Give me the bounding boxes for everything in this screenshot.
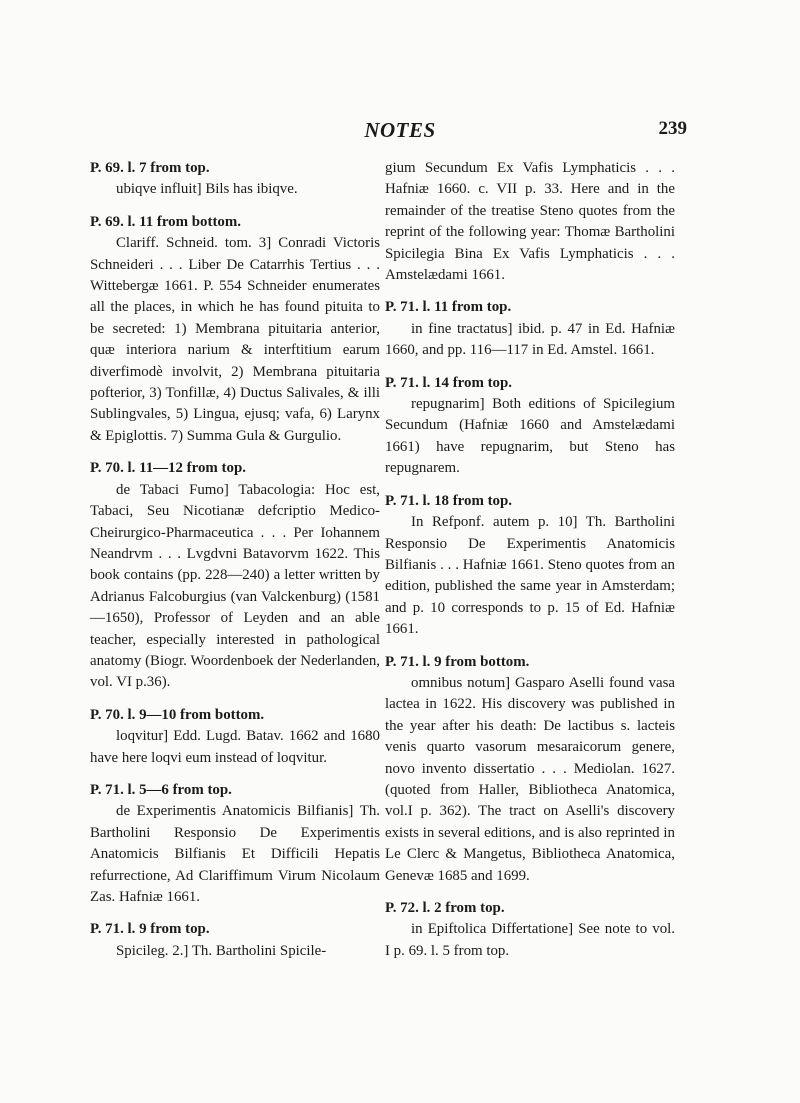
note-reference: P. 71. l. 9 from bottom.	[385, 653, 530, 670]
note	[90, 158, 380, 201]
note-text: de Tabaci Fumo] Tabacologia: Hoc est, Tabaci, Seu Nicotianæ defcriptio Medico-Cheirurgico-Pharmaceutica . . . Per Iohannem Neandrvm . . . Lvgdvni Batavorvm 1622. This book contains (pp. 228—240) a letter written by Adrianus Falcoburgius (van Valckenburg) (1581—1650), Professor of Leyden and an able teacher, especially interested in pathological anatomy (Biogr. Woordenboek der Nederlanden, vol. VI p.36).	[90, 481, 380, 691]
note-continuation-text: gium Secundum Ex Vafis Lymphaticis . . . Hafniæ 1660. c. VII p. 33. Here and in the remainder of the treatise Steno quotes from the reprint of the following year: Thomæ Bartholini Spicilegia Bina Ex Vafis Lymphaticis . . . Amstelædami 1661.	[385, 160, 675, 284]
note-text: Spicileg. 2.] Th. Bartholini Spicile-	[116, 942, 327, 959]
note	[90, 919, 380, 962]
note-reference: P. 72. l. 2 from top.	[385, 900, 505, 916]
note-text: loqvitur] Edd. Lugd. Batav. 1662 and 1680 have here loqvi eum instead of loqvitur.	[90, 728, 380, 766]
right-column	[385, 158, 675, 973]
note	[90, 705, 380, 769]
note-text: Clariff. Schneid. tom. 3] Conradi Victoris Schneideri . . . Liber De Catarrhis Tertius . . . Wittebergæ 1661. P. 554 Schneider enumerates all the places, in which he has found pituita to be secreted: 1) Membrana pituitaria anterior, quæ interiora narium & interftitium earum diverfimodè involvit, 2) Membrana pituitaria pofterior, 3) Tonfillæ, 4) Ductus Salivales, & illi Sublingvales, 5) Lingua, ejusq; vafa, 6) Larynx & Epiglottis. 7) Summa Gula & Gurgulio.	[90, 235, 380, 444]
note-text: in fine tractatus] ibid. p. 47 in Ed. Hafniæ 1660, and pp. 116—117 in Ed. Amstel. 1661.	[385, 320, 675, 359]
note	[385, 373, 675, 480]
note-text: in Epiftolica Differtatione] See note to vol. I p. 69. l. 5 from top.	[385, 921, 675, 959]
note-text: repugnarim] Both editions of Spicilegium Secundum (Hafniæ 1660 and Amstelædami 1661) have repugnarim, but Steno has repugnarem.	[385, 396, 675, 477]
left-column	[90, 158, 380, 973]
note-text: ubiqve influit] Bils has ibiqve.	[116, 181, 298, 198]
note-reference: P. 71. l. 18 from top.	[385, 492, 512, 509]
note-reference: P. 71. l. 14 from top.	[385, 374, 512, 391]
page-number: 239	[658, 118, 687, 139]
page-header	[0, 118, 800, 148]
note-reference: P. 69. l. 7 from top.	[90, 160, 210, 176]
note	[90, 780, 380, 908]
note-reference: P. 70. l. 11—12 from top.	[90, 460, 246, 477]
note-reference: P. 69. l. 11 from bottom.	[90, 213, 241, 230]
note-reference: P. 71. l. 11 from top.	[385, 299, 512, 316]
note	[385, 491, 675, 641]
note-text: In Refponf. autem p. 10] Th. Bartholini Responsio De Experimentis Anatomicis Bilfianis . . . Hafniæ 1661. Steno quotes from an edition, published the same year in Amsterdam; and p. 10 corresponds to p. 15 of Ed. Hafniæ 1661.	[385, 514, 675, 638]
note-reference: P. 71. l. 5—6 from top.	[90, 781, 232, 798]
note-text: omnibus notum] Gasparo Aselli found vasa lactea in 1622. His discovery was published in the year after his death: De lactibus s. lacteis venis quarto vasorum mesaraicorum genere, novo invento dissertatio . . . Mediolan. 1627. (quoted from Haller, Bibliotheca Anatomica, vol.I p. 362). The tract on Aselli's discovery exists in several editions, and is also reprinted in Le Clerc & Mangetus, Bibliotheca Anatomica, Genevæ 1685 and 1699.	[385, 674, 675, 884]
note	[90, 212, 380, 447]
note-text: de Experimentis Anatomicis Bilfianis] Th. Bartholini Responsio De Experimentis Anatomicis Bilfianis Et Difficili Hepatis refurrectione, Ad Clariffimum Virum Nicolaum Zas. Hafniæ 1661.	[90, 803, 380, 905]
note-reference: P. 70. l. 9—10 from bottom.	[90, 706, 265, 723]
note	[385, 898, 675, 962]
note	[90, 458, 380, 693]
page-title: NOTES	[364, 118, 436, 142]
note	[385, 297, 675, 361]
note-reference: P. 71. l. 9 from top.	[90, 921, 210, 938]
note-continuation	[385, 158, 675, 286]
note	[385, 652, 675, 887]
